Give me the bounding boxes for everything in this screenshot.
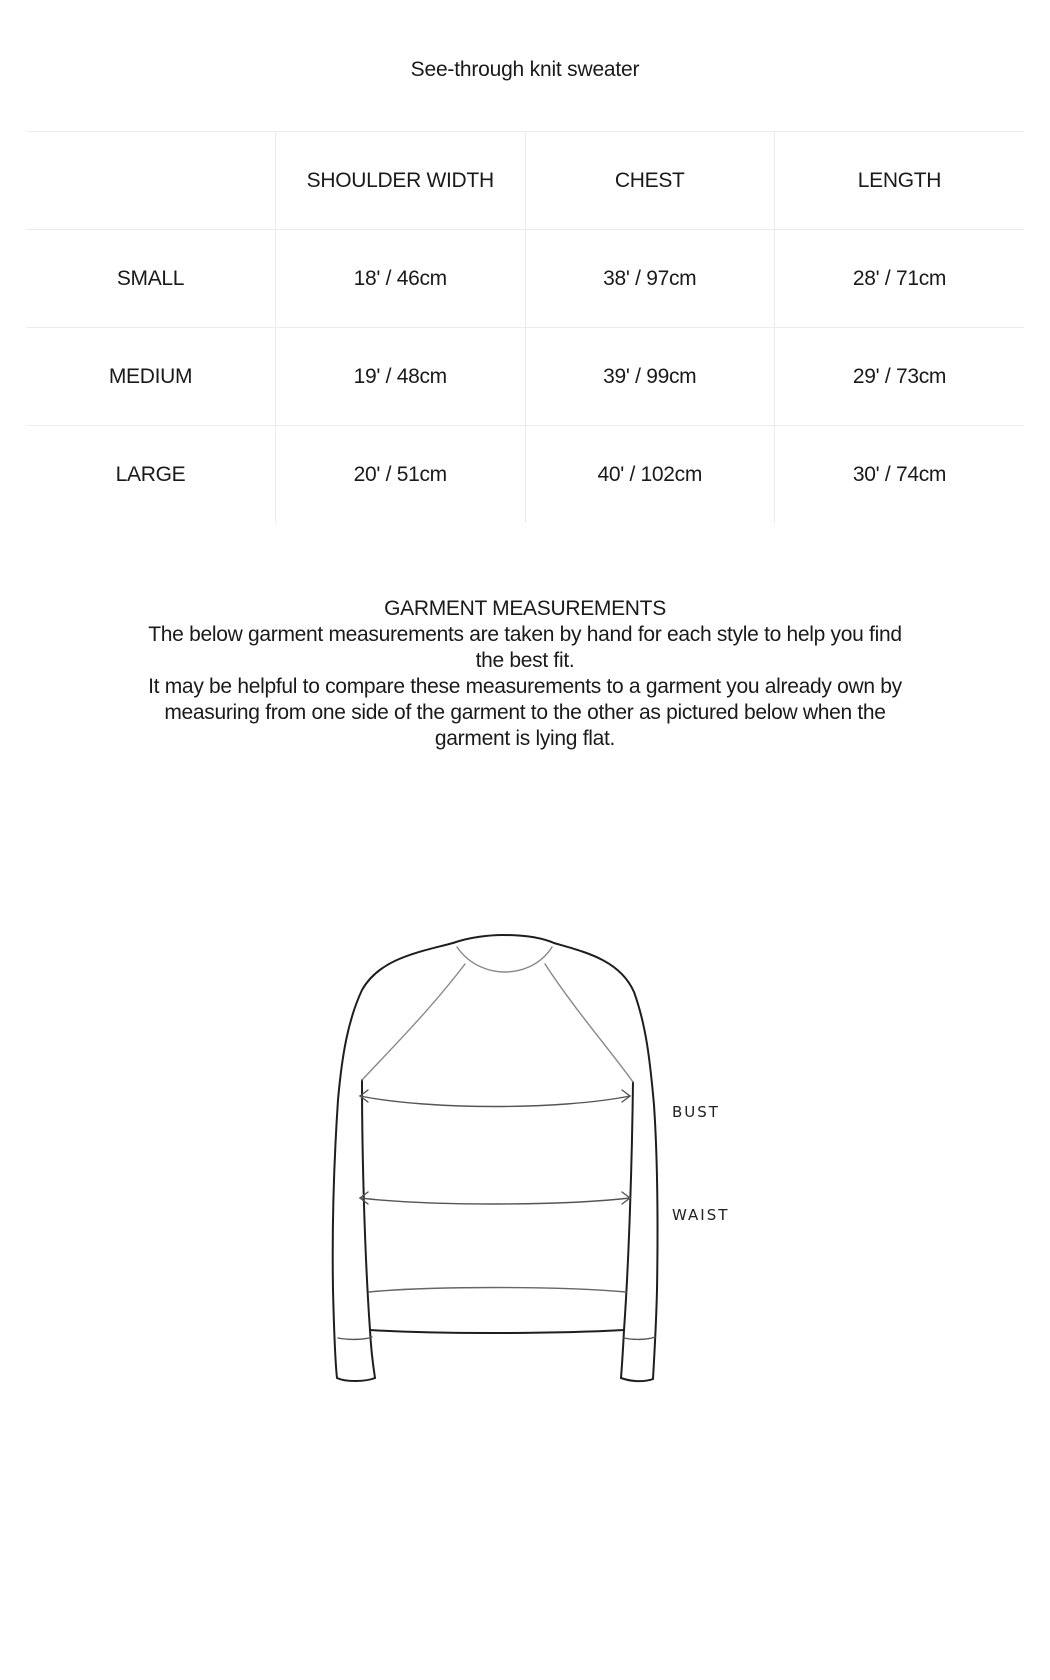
table-row [26, 328, 1024, 426]
table-row [26, 230, 1024, 328]
sweater-outline-right [554, 943, 658, 1379]
right-cuff [621, 1378, 653, 1381]
table-header-row [26, 132, 1024, 230]
table-header-cell: SHOULDER WIDTH [276, 132, 526, 230]
waist-label: WAIST [672, 1206, 730, 1224]
table-cell: 30' / 74cm [775, 426, 1025, 524]
left-sleeve-inner [362, 1080, 375, 1378]
table-cell: 18' / 46cm [276, 230, 526, 328]
size-label-cell: MEDIUM [26, 328, 276, 426]
info-heading: GARMENT MEASUREMENTS [384, 597, 666, 620]
raglan-right [545, 964, 633, 1082]
table-cell: 28' / 71cm [775, 230, 1025, 328]
table-cell: 40' / 102cm [525, 426, 775, 524]
table-cell: 39' / 99cm [525, 328, 775, 426]
table-header-cell: LENGTH [775, 132, 1025, 230]
body-hem [370, 1330, 624, 1333]
neckline-inner [457, 947, 552, 972]
neckline-outer [453, 935, 554, 943]
left-cuff-top [338, 1337, 372, 1339]
bust-label: BUST [672, 1103, 720, 1121]
right-cuff-top [624, 1337, 655, 1339]
table-header-cell: CHEST [525, 132, 775, 230]
sweater-illustration [320, 930, 740, 1460]
bust-measure-line [360, 1090, 630, 1107]
right-sleeve-inner [621, 1082, 633, 1378]
table-header-cell [26, 132, 276, 230]
size-chart-table [26, 131, 1024, 523]
info-paragraph-1: The below garment measurements are taken by hand for each style to help you find the best fit. [148, 623, 902, 672]
sweater-outline-left [333, 943, 453, 1378]
raglan-left [362, 964, 465, 1080]
sweater-drawing [320, 930, 740, 1460]
waist-measure-line [360, 1192, 630, 1204]
size-label-cell: SMALL [26, 230, 276, 328]
table-row [26, 426, 1024, 524]
rib-line [369, 1288, 626, 1293]
table-cell: 19' / 48cm [276, 328, 526, 426]
table-cell: 20' / 51cm [276, 426, 526, 524]
table-cell: 29' / 73cm [775, 328, 1025, 426]
info-paragraph-2: It may be helpful to compare these measurements to a garment you already own by measuring from one side of the garment to the other as pictured below when the garment is lying flat. [148, 675, 902, 750]
product-title: See-through knit sweater [410, 58, 640, 81]
measurement-info [135, 596, 915, 752]
left-cuff [337, 1378, 375, 1381]
table-cell: 38' / 97cm [525, 230, 775, 328]
size-label-cell: LARGE [26, 426, 276, 524]
